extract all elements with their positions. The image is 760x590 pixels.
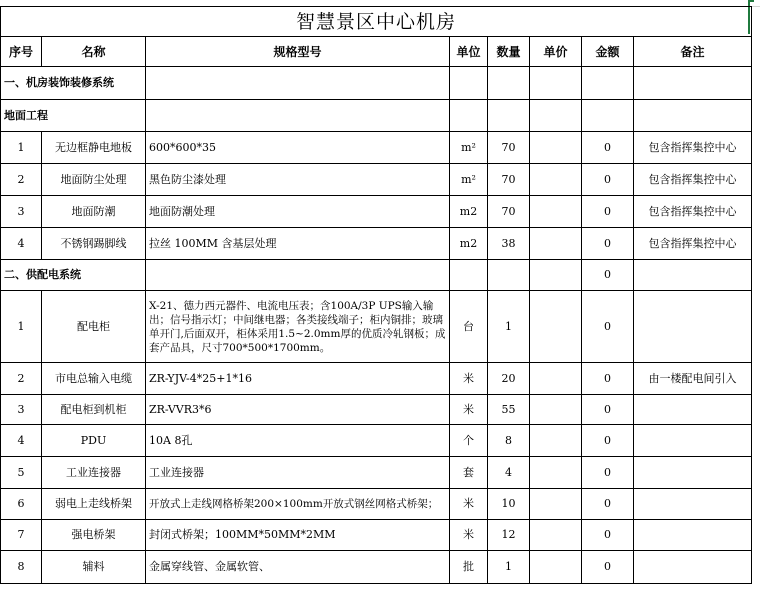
cell-spec[interactable]: 工业连接器 — [146, 457, 450, 489]
cell-seq[interactable]: 1 — [1, 291, 42, 363]
cell-note[interactable] — [634, 551, 752, 584]
cell-spec[interactable]: 600*600*35 — [146, 132, 450, 164]
cell-name[interactable]: 弱电上走线桥架 — [42, 489, 146, 520]
cell-amount[interactable]: 0 — [582, 132, 634, 164]
table-row — [1, 520, 752, 551]
table-row — [1, 551, 752, 584]
cell-seq[interactable]: 5 — [1, 457, 42, 489]
cell-unit[interactable]: 米 — [450, 520, 488, 551]
cell-unit[interactable]: 套 — [450, 457, 488, 489]
cell-seq[interactable]: 3 — [1, 395, 42, 425]
table-row — [1, 164, 752, 196]
header-seq[interactable]: 序号 — [1, 37, 42, 67]
cell-spec[interactable]: 开放式上走线网格桥架200×100mm开放式钢丝网格式桥架； — [146, 489, 450, 520]
cell-amount[interactable]: 0 — [582, 395, 634, 425]
cell-unit[interactable]: 个 — [450, 425, 488, 457]
table-row — [1, 457, 752, 489]
section-title[interactable]: 一、机房装饰装修系统 — [1, 67, 146, 100]
table-row — [1, 228, 752, 260]
cell-name[interactable]: 辅料 — [42, 551, 146, 584]
cell-qty[interactable]: 38 — [488, 228, 530, 260]
cell-seq[interactable]: 3 — [1, 196, 42, 228]
cell-seq[interactable]: 4 — [1, 425, 42, 457]
cell-price[interactable] — [530, 489, 582, 520]
cell-price[interactable] — [530, 457, 582, 489]
cell-amount[interactable]: 0 — [582, 291, 634, 363]
cell-name[interactable]: 地面防尘处理 — [42, 164, 146, 196]
header-price[interactable]: 单价 — [530, 37, 582, 67]
cell-note[interactable] — [634, 489, 752, 520]
cell-qty[interactable]: 8 — [488, 425, 530, 457]
cell-qty[interactable]: 1 — [488, 291, 530, 363]
cell-qty[interactable]: 10 — [488, 489, 530, 520]
cell-note[interactable]: 包含指挥集控中心 — [634, 132, 752, 164]
table-row — [1, 395, 752, 425]
cell-spec[interactable]: ZR-YJV-4*25+1*16 — [146, 363, 450, 395]
cell-amount[interactable]: 0 — [582, 363, 634, 395]
header-unit[interactable]: 单位 — [450, 37, 488, 67]
cell-amount[interactable]: 0 — [582, 196, 634, 228]
cell-name[interactable]: 市电总输入电缆 — [42, 363, 146, 395]
cell-price[interactable] — [530, 132, 582, 164]
cell-note[interactable]: 包含指挥集控中心 — [634, 196, 752, 228]
section-amount[interactable]: 0 — [582, 260, 634, 291]
cell-amount[interactable]: 0 — [582, 164, 634, 196]
cell-name[interactable]: 地面防潮 — [42, 196, 146, 228]
cell-qty[interactable]: 70 — [488, 132, 530, 164]
header-name[interactable]: 名称 — [42, 37, 146, 67]
cell-seq[interactable]: 4 — [1, 228, 42, 260]
cell-note[interactable]: 由一楼配电间引入 — [634, 363, 752, 395]
table-row — [1, 425, 752, 457]
cell-note[interactable]: 包含指挥集控中心 — [634, 228, 752, 260]
cell-name[interactable]: 配电柜 — [42, 291, 146, 363]
cell-unit[interactable]: 米 — [450, 363, 488, 395]
cell-price[interactable] — [530, 291, 582, 363]
cell-unit[interactable]: m2 — [450, 196, 488, 228]
cell-price[interactable] — [530, 363, 582, 395]
header-spec[interactable]: 规格型号 — [146, 37, 450, 67]
cell-seq[interactable]: 6 — [1, 489, 42, 520]
cell-qty[interactable]: 20 — [488, 363, 530, 395]
cell-seq[interactable]: 8 — [1, 551, 42, 584]
cell-qty[interactable]: 70 — [488, 164, 530, 196]
cell-spec[interactable]: X-21、德力西元器件、电流电压表；含100A/3P UPS输入输出；信号指示灯；中间继电器；各类接线端子；柜内铜排；玻璃单开门,后面双开，柜体采用1.5~2.0mm厚的优质冷轧钢板；成套产品具，尺寸700*500*1700mm。 — [146, 291, 450, 363]
cell-qty[interactable]: 70 — [488, 196, 530, 228]
cell-unit[interactable]: 批 — [450, 551, 488, 584]
subsection-title[interactable]: 地面工程 — [1, 100, 146, 132]
cell-seq[interactable]: 7 — [1, 520, 42, 551]
cell-qty[interactable]: 55 — [488, 395, 530, 425]
cell-amount[interactable]: 0 — [582, 551, 634, 584]
equipment-table — [0, 6, 752, 584]
cell-name[interactable]: 配电柜到机柜 — [42, 395, 146, 425]
sheet-title[interactable]: 智慧景区中心机房 — [1, 7, 752, 37]
cell-unit[interactable]: 米 — [450, 489, 488, 520]
cell-name[interactable]: PDU — [42, 425, 146, 457]
table-row — [1, 196, 752, 228]
cell-price[interactable] — [530, 425, 582, 457]
cell-name[interactable]: 工业连接器 — [42, 457, 146, 489]
cell-note[interactable] — [634, 425, 752, 457]
cell-amount[interactable]: 0 — [582, 457, 634, 489]
cell-unit[interactable]: 台 — [450, 291, 488, 363]
table-row — [1, 489, 752, 520]
cell-name[interactable]: 强电桥架 — [42, 520, 146, 551]
cell-unit[interactable]: m2 — [450, 228, 488, 260]
cell-note[interactable] — [634, 520, 752, 551]
cell-spec[interactable]: ZR-VVR3*6 — [146, 395, 450, 425]
table-row — [1, 363, 752, 395]
cell-note[interactable]: 包含指挥集控中心 — [634, 164, 752, 196]
cell-price[interactable] — [530, 551, 582, 584]
header-note[interactable]: 备注 — [634, 37, 752, 67]
cell-qty[interactable]: 4 — [488, 457, 530, 489]
cell-spec[interactable]: 10A 8孔 — [146, 425, 450, 457]
cell-seq[interactable]: 2 — [1, 164, 42, 196]
cell-unit[interactable]: m² — [450, 164, 488, 196]
section-title[interactable]: 二、供配电系统 — [1, 260, 146, 291]
cell-spec[interactable]: 黑色防尘漆处理 — [146, 164, 450, 196]
header-qty[interactable]: 数量 — [488, 37, 530, 67]
cell-unit[interactable]: 米 — [450, 395, 488, 425]
cell-unit[interactable]: m² — [450, 132, 488, 164]
table-row — [1, 132, 752, 164]
header-amount[interactable]: 金额 — [582, 37, 634, 67]
cell-note[interactable] — [634, 291, 752, 363]
cell-amount[interactable]: 0 — [582, 489, 634, 520]
cell-seq[interactable]: 1 — [1, 132, 42, 164]
cell-price[interactable] — [530, 228, 582, 260]
cell-spec[interactable]: 封闭式桥架；100MM*50MM*2MM — [146, 520, 450, 551]
cell-spec[interactable]: 金属穿线管、金属软管、 — [146, 551, 450, 584]
cell-spec[interactable]: 拉丝 100MM 含基层处理 — [146, 228, 450, 260]
cell-spec[interactable]: 地面防潮处理 — [146, 196, 450, 228]
cell-amount[interactable]: 0 — [582, 425, 634, 457]
cell-seq[interactable]: 2 — [1, 363, 42, 395]
cell-price[interactable] — [530, 395, 582, 425]
cell-price[interactable] — [530, 196, 582, 228]
cell-note[interactable] — [634, 457, 752, 489]
cell-qty[interactable]: 1 — [488, 551, 530, 584]
cell-amount[interactable]: 0 — [582, 520, 634, 551]
table-row — [1, 291, 752, 363]
cell-qty[interactable]: 12 — [488, 520, 530, 551]
cell-name[interactable]: 不锈钢踢脚线 — [42, 228, 146, 260]
cell-name[interactable]: 无边框静电地板 — [42, 132, 146, 164]
cell-amount[interactable]: 0 — [582, 228, 634, 260]
cell-note[interactable] — [634, 395, 752, 425]
cell-price[interactable] — [530, 164, 582, 196]
cell-price[interactable] — [530, 520, 582, 551]
